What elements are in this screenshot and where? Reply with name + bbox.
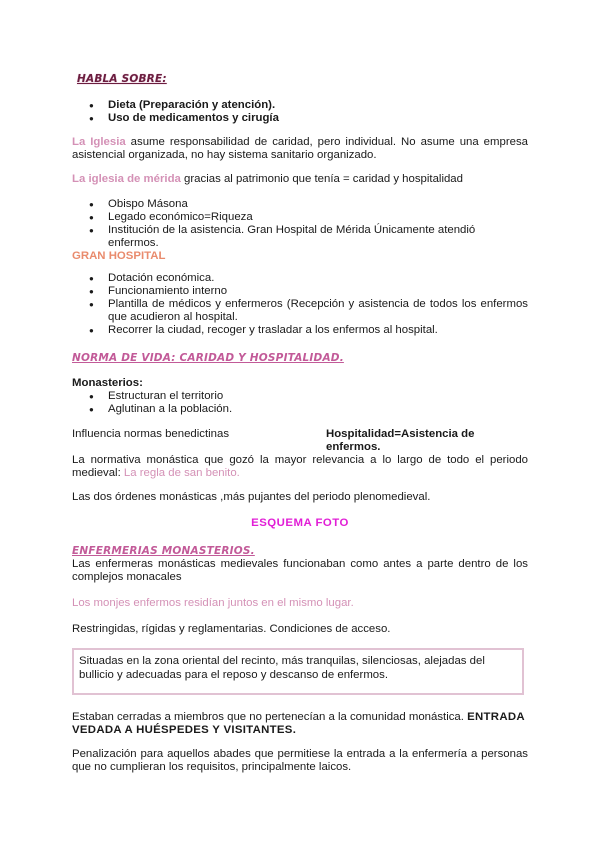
heading-gran-hospital: GRAN HOSPITAL [72,250,166,262]
heading-esquema-foto: ESQUEMA FOTO [251,517,349,529]
paragraph-cerradas [72,711,528,737]
paragraph-monjes: Los monjes enfermos residían juntos en el mismo lugar. [72,597,354,609]
heading-habla-sobre: HABLA SOBRE: [77,73,167,85]
merida-text: gracias al patrimonio que tenía = caridad y hospitalidad [180,173,463,185]
iglesia-text: asume responsabilidad de caridad, pero individual. No asume una empresa asistencial organizada, no hay sistema sanitario organizado. [72,136,528,161]
heading-norma-de-vida: NORMA DE VIDA: CARIDAD Y HOSPITALIDAD. [72,352,344,364]
paragraph-iglesia [72,136,528,162]
normativa-text: La normativa monástica que gozó la mayor relevancia a lo largo de todo el periodo medieval: [72,454,528,479]
monasterios-list [72,390,528,416]
highlight-regla-san-benito: La regla de san benito. [123,467,240,479]
highlight-la-iglesia: La Iglesia [72,136,126,148]
list-item: ● Dotación económica. [72,272,528,285]
list-item: ● Funcionamiento interno [72,285,528,298]
highlight-iglesia-merida: La iglesia de mérida [72,173,181,185]
habla-list [72,99,528,125]
paragraph-enfermerias: Las enfermeras monásticas medievales funcionaban como antes a parte dentro de los complejos monacales [72,558,528,583]
list-item: ● Recorrer la ciudad, recoger y trasladar a los enfermos al hospital. [72,324,528,337]
paragraph-penalizacion: Penalización para aquellos abades que permitiese la entrada a la enfermería a personas que no cumplieran los requisitos, principalmente laicos. [72,748,528,773]
merida-list [72,198,528,250]
paragraph-normativa [72,454,528,480]
heading-enfermerias-monasterios: ENFERMERIAS MONASTERIOS. [72,545,255,557]
paragraph-merida [72,173,528,186]
list-item: ● Obispo Másona [72,198,528,211]
list-item: ● Legado económico=Riqueza [72,211,528,224]
list-item: ● Estructuran el territorio [72,390,528,403]
influencia-left: Influencia normas benedictinas [72,428,230,440]
list-item: ● Uso de medicamentos y cirugía [72,112,528,125]
list-item: ● Aglutinan a la población. [72,403,528,416]
paragraph-restringidas: Restringidas, rígidas y reglamentarias. Condiciones de acceso. [72,623,391,635]
highlight-box [72,648,524,695]
list-item: ● Plantilla de médicos y enfermeros (Recepción y asistencia de todos los enfermos que acudieron al hospital. [72,298,528,324]
box-text: Situadas en la zona oriental del recinto, más tranquilas, silenciosas, alejadas del bullicio y adecuadas para el reposo y descanso de enfermos. [79,655,485,681]
influencia-row [72,428,528,453]
heading-monasterios: Monasterios: [72,377,143,389]
influencia-right: Hospitalidad=Asistencia de enfermos. [326,428,475,453]
list-item: ● Dieta (Preparación y atención). [72,99,528,112]
gran-hospital-list [72,272,528,337]
cerradas-bold: ENTRADA VEDADA A HUÉSPEDES Y VISITANTES. [72,711,525,736]
list-item: ● Institución de la asistencia. Gran Hospital de Mérida Únicamente atendió enfermos. [72,224,528,250]
cerradas-text: Estaban cerradas a miembros que no pertenecían a la comunidad monástica. [72,711,468,723]
paragraph-ordenes: Las dos órdenes monásticas ,más pujantes del periodo plenomedieval. [72,491,431,503]
